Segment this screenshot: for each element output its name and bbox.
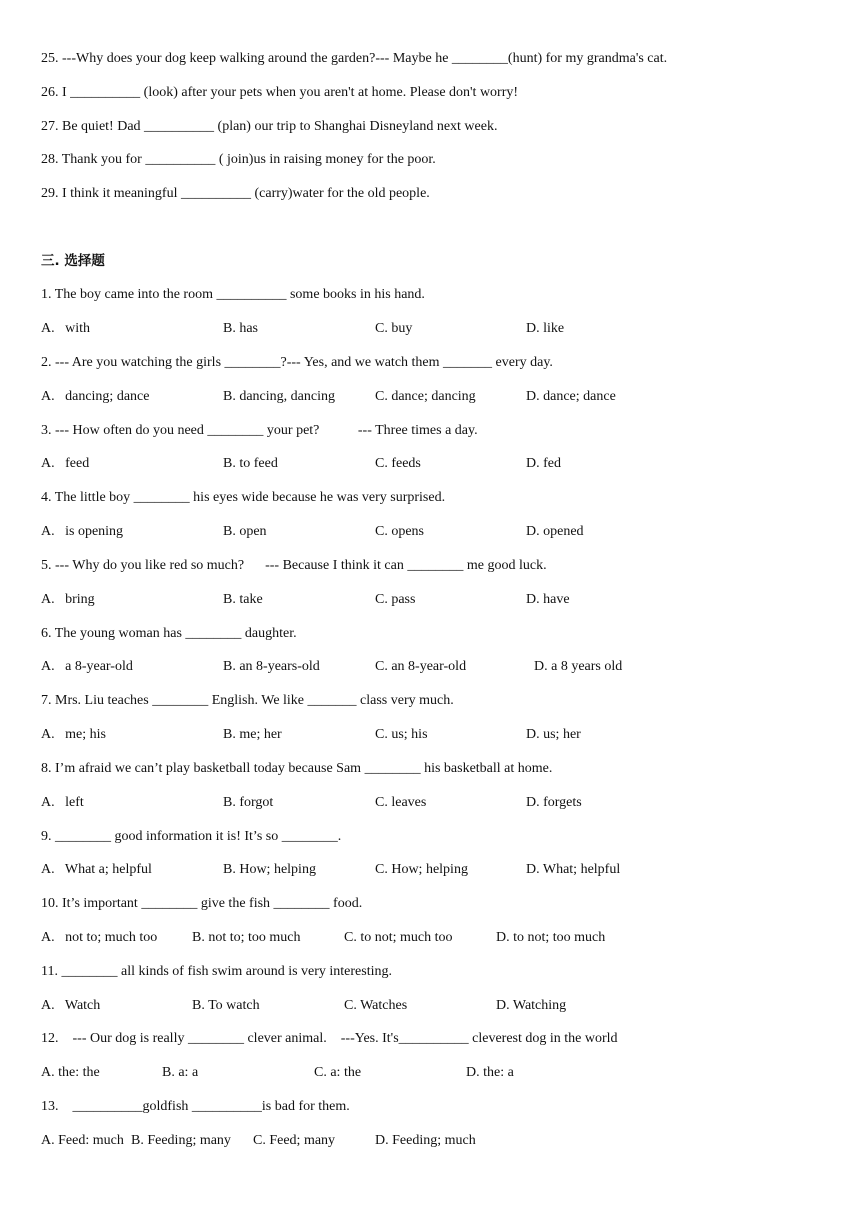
question-stem-12: 12. --- Our dog is really ________ clever animal. ---Yes. It's__________ cleverest dog in the world [41, 1031, 618, 1046]
question-options-1 [41, 320, 841, 338]
option-a: A. left [41, 795, 84, 810]
option-b: B. open [223, 524, 267, 539]
question-stem-7: 7. Mrs. Liu teaches ________ English. We like _______ class very much. [41, 693, 454, 708]
option-a: A. is opening [41, 524, 124, 539]
option-d: D. have [526, 592, 570, 607]
option-d: D. to not; too much [496, 930, 606, 945]
option-a: A. the: the [41, 1065, 100, 1080]
question-stem-5: 5. --- Why do you like red so much? --- Because I think it can ________ me good luck. [41, 558, 547, 573]
question-stem-2: 2. --- Are you watching the girls ________?--- Yes, and we watch them _______ every day. [41, 355, 553, 370]
option-a: A. not to; much too [41, 930, 158, 945]
option-a: A. me; his [41, 727, 106, 742]
fill-in-item-26: 26. I __________ (look) after your pets when you aren't at home. Please don't worry! [41, 85, 519, 100]
question-options-12 [41, 1064, 841, 1082]
fill-in-item-27: 27. Be quiet! Dad __________ (plan) our trip to Shanghai Disneyland next week. [41, 119, 498, 134]
question-options-3 [41, 455, 841, 473]
option-a: A. with [41, 321, 90, 336]
option-b: B. not to; too much [192, 930, 301, 945]
option-c: C. How; helping [375, 862, 468, 877]
option-b: B. an 8-years-old [223, 659, 320, 674]
option-d: D. opened [526, 524, 584, 539]
option-b: B. has [223, 321, 258, 336]
option-a: A. a 8-year-old [41, 659, 133, 674]
option-a: A. Feed: much [41, 1133, 124, 1148]
option-c: C. Watches [344, 998, 408, 1013]
section-title: 三. 选择题 [41, 253, 105, 269]
option-d: D. dance; dance [526, 389, 616, 404]
option-b: B. take [223, 592, 263, 607]
question-stem-9: 9. ________ good information it is! It’s so ________. [41, 829, 342, 844]
option-c: C. an 8-year-old [375, 659, 467, 674]
option-c: C. opens [375, 524, 424, 539]
option-c: C. buy [375, 321, 413, 336]
fill-in-item-25: 25. ---Why does your dog keep walking around the garden?--- Maybe he ________(hunt) for my grandma's cat. [41, 51, 668, 66]
question-options-7 [41, 726, 841, 744]
question-options-8 [41, 794, 841, 812]
option-b: B. forgot [223, 795, 274, 810]
option-d: D. a 8 years old [534, 659, 623, 674]
question-options-11 [41, 997, 841, 1015]
option-b: B. Feeding; many [131, 1133, 231, 1148]
question-options-6 [41, 658, 841, 676]
question-stem-6: 6. The young woman has ________ daughter. [41, 626, 297, 641]
option-a: A. dancing; dance [41, 389, 150, 404]
option-a: A. feed [41, 456, 90, 471]
option-d: D. like [526, 321, 565, 336]
option-d: D. Watching [496, 998, 567, 1013]
question-stem-1: 1. The boy came into the room __________ some books in his hand. [41, 287, 425, 302]
option-c: C. a: the [314, 1065, 362, 1080]
question-options-5 [41, 591, 841, 609]
option-d: D. forgets [526, 795, 582, 810]
question-stem-3: 3. --- How often do you need ________ your pet? --- Three times a day. [41, 423, 478, 438]
question-stem-10: 10. It’s important ________ give the fish ________ food. [41, 896, 363, 911]
option-c: C. to not; much too [344, 930, 453, 945]
question-options-10 [41, 929, 841, 947]
option-c: C. feeds [375, 456, 421, 471]
option-a: A. Watch [41, 998, 101, 1013]
fill-in-item-28: 28. Thank you for __________ ( join)us in raising money for the poor. [41, 152, 436, 167]
option-b: B. me; her [223, 727, 282, 742]
question-options-9 [41, 861, 841, 879]
option-b: B. a: a [162, 1065, 199, 1080]
question-stem-11: 11. ________ all kinds of fish swim around is very interesting. [41, 964, 392, 979]
option-c: C. us; his [375, 727, 428, 742]
option-c: C. Feed; many [253, 1133, 336, 1148]
option-d: D. What; helpful [526, 862, 621, 877]
option-c: C. pass [375, 592, 416, 607]
question-options-13 [41, 1132, 841, 1150]
question-stem-4: 4. The little boy ________ his eyes wide because he was very surprised. [41, 490, 446, 505]
option-a: A. What a; helpful [41, 862, 152, 877]
fill-in-item-29: 29. I think it meaningful __________ (carry)water for the old people. [41, 186, 430, 201]
question-stem-8: 8. I’m afraid we can’t play basketball today because Sam ________ his basketball at home. [41, 761, 553, 776]
option-d: D. us; her [526, 727, 581, 742]
option-b: B. dancing, dancing [223, 389, 335, 404]
option-d: D. the: a [466, 1065, 514, 1080]
question-options-2 [41, 388, 841, 406]
question-stem-13: 13. __________goldfish __________is bad for them. [41, 1099, 350, 1114]
option-a: A. bring [41, 592, 95, 607]
option-c: C. leaves [375, 795, 427, 810]
option-c: C. dance; dancing [375, 389, 476, 404]
option-b: B. to feed [223, 456, 278, 471]
option-b: B. To watch [192, 998, 260, 1013]
question-options-4 [41, 523, 841, 541]
option-d: D. Feeding; much [375, 1133, 476, 1148]
option-d: D. fed [526, 456, 561, 471]
option-b: B. How; helping [223, 862, 316, 877]
